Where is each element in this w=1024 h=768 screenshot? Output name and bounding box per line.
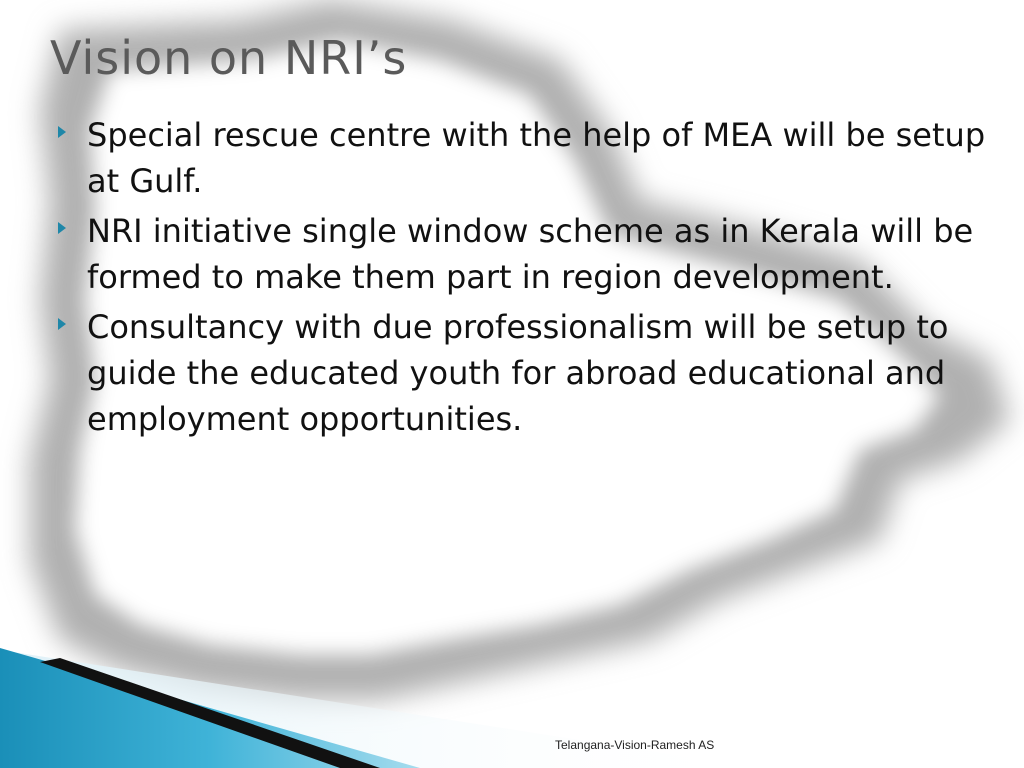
right-triangle-bullet-icon bbox=[58, 318, 66, 330]
bullet-text: Special rescue centre with the help of MEA will be setup at Gulf. bbox=[87, 116, 986, 200]
bullet-text: NRI initiative single window scheme as in Kerala will be formed to make them part in region development. bbox=[87, 212, 974, 296]
right-triangle-bullet-icon bbox=[58, 222, 66, 234]
bullet-item bbox=[58, 304, 988, 442]
slide-title: Vision on NRI’s bbox=[50, 31, 408, 85]
bullet-item bbox=[58, 112, 988, 204]
bullet-text: Consultancy with due professionalism will be setup to guide the educated youth for abroad educational and employment opportunities. bbox=[87, 308, 949, 438]
bullet-item bbox=[58, 208, 988, 300]
bullet-list bbox=[58, 112, 988, 446]
right-triangle-bullet-icon bbox=[58, 126, 66, 138]
footer-credit: Telangana-Vision-Ramesh AS bbox=[555, 738, 715, 752]
